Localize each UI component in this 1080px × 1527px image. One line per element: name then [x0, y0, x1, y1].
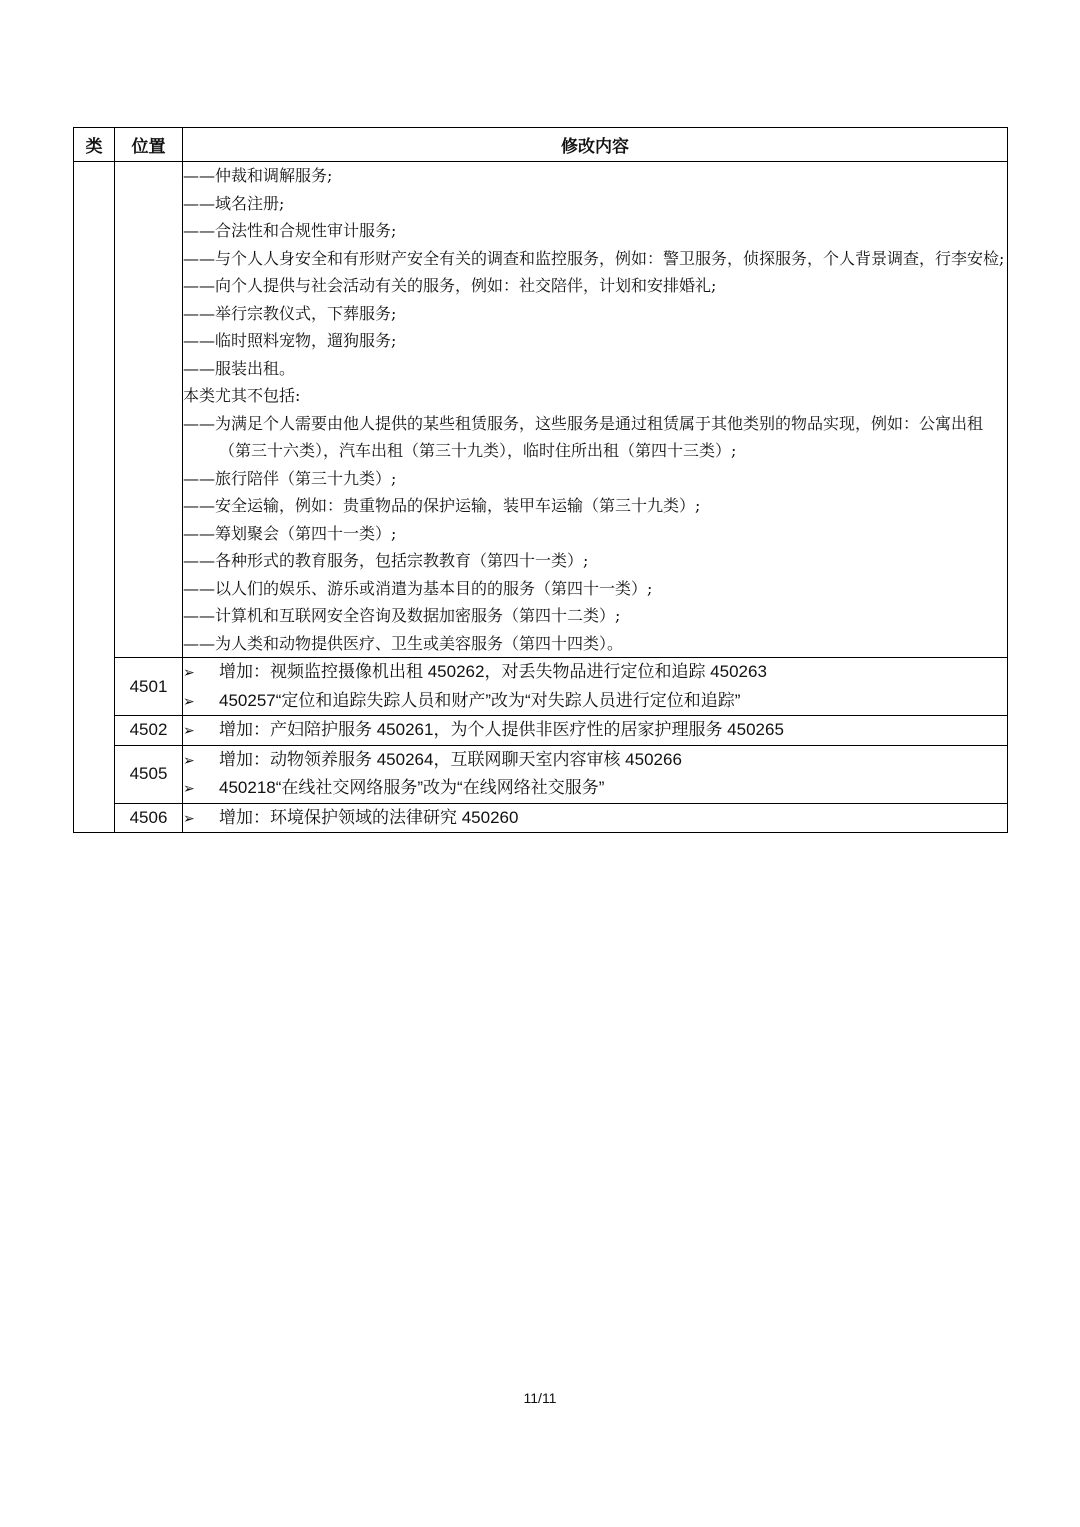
desc-line: ——各种形式的教育服务，包括宗教教育（第四十一类）; — [183, 551, 589, 570]
change-text: 增加：动物领养服务 450264，互联网聊天室内容审核 450266 — [219, 749, 682, 769]
position-cell: 4502 — [115, 716, 183, 746]
class-cell — [74, 162, 115, 833]
change-item — [183, 804, 1007, 833]
desc-line: ——为满足个人需要由他人提供的某些租赁服务，这些服务是通过租赁属于其他类别的物品实现，例如：公寓出租（第三十六类），汽车出租（第三十九类），临时住所出租（第四十三类）; — [183, 413, 984, 460]
arrow-bullet-icon: ➢ — [183, 751, 195, 768]
desc-line: ——向个人提供与社会活动有关的服务，例如：社交陪伴，计划和安排婚礼; — [183, 276, 717, 295]
position-cell: 4501 — [115, 658, 183, 716]
change-item — [183, 716, 1007, 745]
arrow-bullet-icon: ➢ — [183, 692, 195, 709]
arrow-bullet-icon: ➢ — [183, 722, 195, 738]
desc-line: ——与个人人身安全和有形财产安全有关的调查和监控服务，例如：警卫服务，侦探服务，个人背景调查，行李安检; — [183, 248, 1005, 268]
change-text: 增加：环境保护领域的法律研究 450260 — [219, 807, 519, 827]
change-cell — [183, 803, 1008, 833]
header-content: 修改内容 — [183, 128, 1008, 162]
change-cell — [183, 658, 1008, 716]
table-row-4505 — [74, 745, 1008, 803]
table-row-4506 — [74, 803, 1008, 833]
change-text: 增加：视频监控摄像机出租 450262，对丢失物品进行定位和追踪 450263 — [219, 662, 767, 681]
change-text: 450218“在线社交网络服务”改为“在线网络社交服务” — [219, 778, 605, 797]
arrow-bullet-icon: ➢ — [183, 664, 195, 680]
change-cell — [183, 716, 1008, 746]
desc-line: ——以人们的娱乐、游乐或消遣为基本目的的服务（第四十一类）; — [183, 578, 653, 598]
table-row-4502 — [74, 716, 1008, 746]
page-number: 11/11 — [523, 1390, 557, 1406]
desc-line: ——服装出租。 — [183, 358, 296, 378]
desc-line: ——为人类和动物提供医疗、卫生或美容服务（第四十四类）。 — [183, 633, 624, 653]
amendment-table — [73, 127, 1008, 833]
change-item — [183, 746, 1007, 775]
desc-heading: 本类尤其不包括: — [183, 386, 301, 405]
change-item — [183, 687, 1007, 716]
position-cell: 4505 — [115, 745, 183, 803]
description-row — [74, 162, 1008, 658]
change-item — [183, 774, 1007, 803]
arrow-bullet-icon: ➢ — [183, 809, 195, 826]
desc-line: ——旅行陪伴（第三十九类）; — [183, 468, 397, 488]
header-position: 位置 — [115, 128, 183, 162]
change-item — [183, 658, 1007, 687]
desc-line: ——筹划聚会（第四十一类）; — [183, 523, 397, 543]
description-cell — [183, 162, 1008, 658]
position-cell-empty — [115, 162, 183, 658]
desc-line: ——合法性和合规性审计服务; — [183, 221, 397, 240]
desc-line: ——计算机和互联网安全咨询及数据加密服务（第四十二类）; — [183, 606, 621, 625]
position-cell: 4506 — [115, 803, 183, 833]
desc-line: ——仲裁和调解服务; — [183, 166, 333, 185]
table-row-4501 — [74, 658, 1008, 716]
table-header-row — [74, 128, 1008, 162]
change-text: 450257“定位和追踪失踪人员和财产”改为“对失踪人员进行定位和追踪” — [219, 690, 741, 710]
desc-line: ——安全运输，例如：贵重物品的保护运输，装甲车运输（第三十九类）; — [183, 496, 701, 515]
change-text: 增加：产妇陪护服务 450261，为个人提供非医疗性的居家护理服务 450265 — [219, 720, 784, 739]
arrow-bullet-icon: ➢ — [183, 780, 195, 796]
desc-line: ——临时照料宠物，遛狗服务; — [183, 331, 397, 350]
desc-line: ——域名注册; — [183, 193, 285, 213]
header-class: 类 — [74, 128, 115, 162]
change-cell — [183, 745, 1008, 803]
desc-line: ——举行宗教仪式，下葬服务; — [183, 303, 397, 323]
